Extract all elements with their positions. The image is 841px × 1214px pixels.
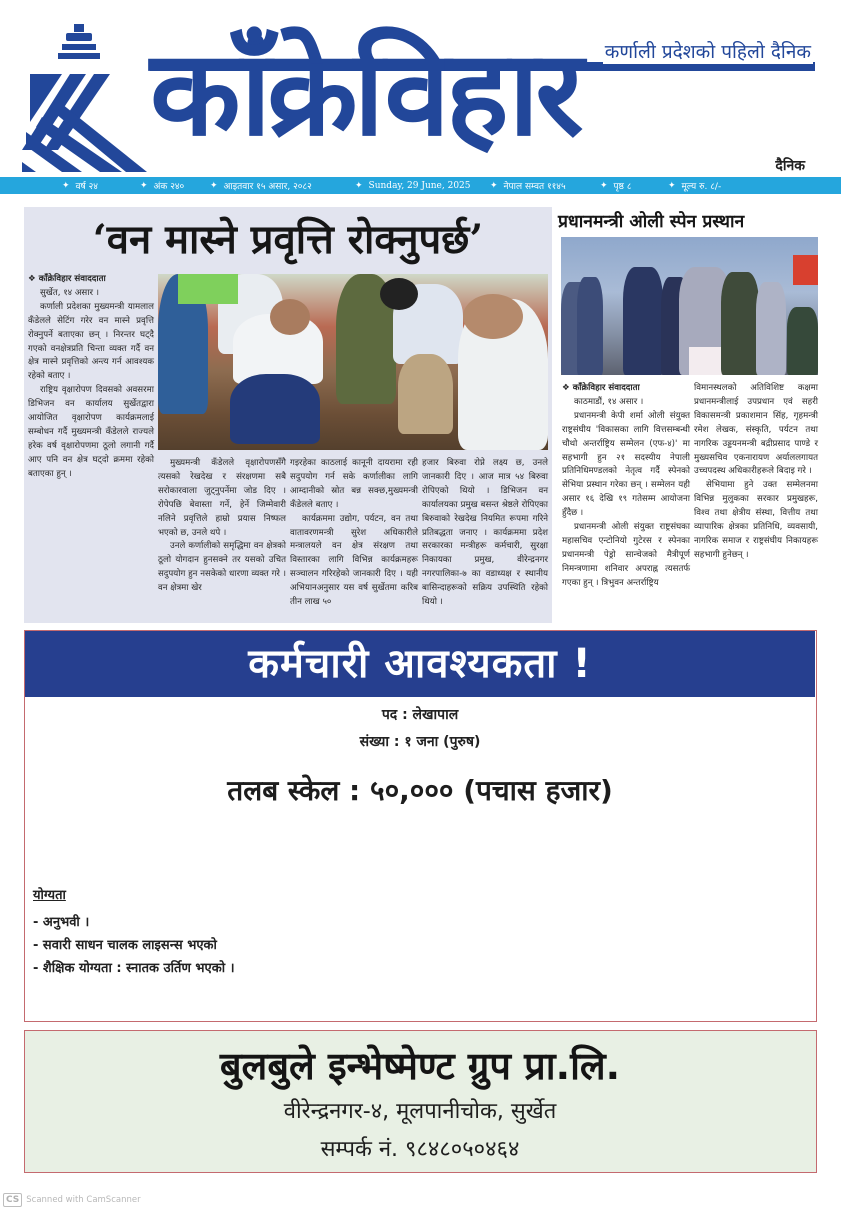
- star-icon: ✦: [490, 180, 498, 191]
- qualification-item: - अनुभवी ।: [33, 915, 90, 930]
- qualification-list: [33, 911, 235, 980]
- daily-label: दैनिक: [775, 158, 805, 174]
- watermark-text: Scanned with CamScanner: [26, 1195, 141, 1205]
- byline: ❖ कांँक्रेविहार संवाददाता: [28, 274, 106, 284]
- article-column-2: मुख्यमन्त्री कँडेलले वृक्षारोपणसँगै त्यसको रेखदेख र संरक्षणमा सबै सरोकारवाला जुट्नुपर्नेमा जोड दिए । रोपेपछि बेवास्ता गर्ने, हेर्ने जिम्मेवारी नलिने प्रवृत्तिले हाम्रो प्रयास निष्फल भएको छ, उनले थपे । उनले कर्णालीको समृद्धिमा वन क्षेत्रको ठूलो योगदान हुनसक्ने तर यसको उचित सदुपयोग हुन नसकेको धारणा व्यक्त गरे । वन क्षेत्रमा खेर: [158, 458, 286, 594]
- star-icon: ✦: [140, 180, 148, 191]
- star-icon: ✦: [62, 180, 70, 191]
- info-price: ✦ मूल्य रु. ८/-: [668, 180, 722, 192]
- star-icon: ✦: [210, 180, 218, 191]
- star-icon: ✦: [668, 180, 676, 191]
- ad-salary: तलब स्केल : ५०,००० (पचास हजार): [227, 774, 613, 807]
- company-address: वीरेन्द्रनगर-४, मूलपानीचोक, सुर्खेत: [283, 1099, 557, 1124]
- info-issue: ✦ अंक २४०: [140, 180, 185, 192]
- info-nepali-date: ✦ आइतवार १५ असार, २०८२: [210, 180, 312, 192]
- logo-icon: [22, 22, 162, 172]
- star-icon: ✦: [600, 180, 608, 191]
- byline: ❖ कांँक्रेविहार संवाददाता: [562, 383, 640, 393]
- pm-departure-photo: [561, 237, 818, 375]
- dateline: काठमाडौं, १४ असार ।: [574, 396, 644, 407]
- article-headline: ‘वन मास्ने प्रवृत्ति रोक्नुपर्छ’: [92, 216, 484, 263]
- tree-planting-photo: [158, 274, 548, 450]
- newspaper-title: कांँक्रेविहार: [150, 24, 580, 162]
- article-headline: प्रधानमन्त्री ओली स्पेन प्रस्थान: [558, 212, 745, 232]
- company-info: [24, 1030, 817, 1173]
- company-phone: सम्पर्क नं. ९८४८०५०४६४: [320, 1137, 520, 1162]
- article-column-2: विमानस्थलको अतिविशिष्ट कक्षमा प्रधानमन्त्रीलाई उपप्रधान एवं सहरी विकासमन्त्री प्रकाशमान सिंह, गृहमन्त्री रमेश लेखक, संस्कृति, पर्यटन तथा नागरिक उड्डयनमन्त्री बद्रीप्रसाद पाण्डे र मुख्यसचिव एकनारायण अर्याललगायत उच्चपदस्थ अधिकारीहरूले बिदाइ गरे । सेभियामा हुने उक्त सम्मेलनमा विभिन्न मुलुकका सरकार प्रमुखहरू, विश्व तथा क्षेत्रीय संस्था, वित्तीय तथा व्यापारिक क्षेत्रका प्रतिनिधि, व्यवसायी, नागरिक समाज र राष्ट्रसंघीय निकायहरू सहभागी हुनेछन् ।: [694, 383, 818, 560]
- info-volume: ✦ वर्ष २४: [62, 180, 98, 192]
- ad-banner: कर्मचारी आवश्यकता !: [25, 631, 815, 697]
- article-column-3: गइरहेका काठलाई कानूनी दायरामा रही सदुपयोग गर्न सके कर्णालीका लागि आम्दानीको स्रोत बन्न सक्छ,मुख्यमन्त्री कँडेलले बताए । कार्यक्रममा उद्योग, पर्यटन, वन तथा वातावरणमन्त्री सुरेश अधिकारीले मन्त्रालयले वन क्षेत्र संरक्षण तथा विस्तारका लागि विभिन्न कार्यक्रमहरू सञ्चालन गरिरहेको जानकारी दिए । यही अभियानअनुसार यस वर्ष सुर्खेतमा करिब तीन लाख ५०: [290, 458, 418, 608]
- qualification-title: योग्यता: [33, 888, 66, 903]
- info-nepal-sambat: ✦ नेपाल सम्वत ११४५: [490, 180, 566, 192]
- company-name: बुलबुले इन्भेष्मेण्ट ग्रुप प्रा.लि.: [219, 1044, 621, 1088]
- article-pm-departure: [558, 207, 820, 623]
- article-column-1: ❖ कांँक्रेविहार संवाददाता सुर्खेत, १४ असार । कर्णाली प्रदेशका मुख्यमन्त्री यामलाल कँडेलले सेटिंग गरेर वन मास्ने प्रवृत्ति रोक्नुपर्ने बताएका छन् । निरन्तर घट्दै गएको वनक्षेत्रप्रति चिन्ता व्यक्त गर्दै वन क्षेत्र मास्ने प्रवृत्तिको अन्त्य गर्न आवश्यक रहेको बताए । राष्ट्रिय वृक्षारोपण दिवसको अवसरमा डिभिजन वन कार्यालय सुर्खेतद्वारा आयोजित वृक्षारोपण कार्यक्रमलाई सम्बोधन गर्दै मुख्यमन्त्री कँडेलले राज्यले हरेक वर्ष वृक्षारोपणमा ठूलो लगानी गर्दै आए पनि वन क्षेत्र घट्दो क्रममा रहेको बताएका हुन् ।: [28, 274, 154, 479]
- qualification-item: - शैक्षिक योग्यता : स्नातक उर्तिण भएको ।: [33, 961, 235, 976]
- tagline: कर्णाली प्रदेशको पहिलो दैनिक: [604, 41, 811, 63]
- qualification-item: - सवारी साधन चालक लाइसन्स भएको: [33, 938, 217, 953]
- ad-post: पद : लेखापाल: [381, 707, 459, 723]
- article-column-4: हजार बिरुवा रोप्ने लक्ष्य छ, उनले जानकारी दिए । आज मात्र ५४ बिरुवा रोपिएको थियो । डिभिजन वन कार्यालयका प्रमुख बसन्त श्रेष्ठले रोपिएका बिरुवाको रेखदेख नियमित रूपमा गरिने प्रतिबद्धता जनाए । कार्यक्रममा प्रदेश सरकारका मन्त्रीहरू कर्मचारी, सुरक्षा निकायका प्रमुख, वीरेन्द्रनगर नगरपालिका-७ का वडाध्यक्ष र स्थानीय बासिन्दाहरूको सक्रिय उपस्थिति रहेको थियो ।: [422, 458, 548, 608]
- issue-info-strip: [0, 177, 841, 194]
- dateline: सुर्खेत, १४ असार ।: [40, 287, 99, 298]
- info-page: ✦ पृष्ठ ८: [600, 180, 632, 192]
- job-vacancy-ad: [24, 630, 817, 1022]
- ad-count: संख्या : १ जना (पुरुष): [359, 734, 481, 750]
- camscanner-watermark: [3, 1193, 141, 1207]
- star-icon: ✦: [355, 180, 363, 191]
- masthead: [0, 0, 841, 176]
- article-forest: [24, 207, 552, 623]
- info-english-date: ✦ Sunday, 29 June, 2025: [355, 180, 471, 191]
- article-column-1: ❖ कांँक्रेविहार संवाददाता काठमाडौं, १४ असार । प्रधानमन्त्री केपी शर्मा ओली संयुक्त राष्ट्रसंघीय 'विकासका लागि वित्तसम्बन्धी चौथो अन्तर्राष्ट्रिय सम्मेलन (एफ-४)' मा सहभागी हुन २१ सदस्यीय नेपाली प्रतिनिधिमण्डलको नेतृत्व गर्दै स्पेनको सेभिया प्रस्थान गरेका छन् । सम्मेलन यही असार १६ देखि १९ गतेसम्म आयोजना हुँदैछ । प्रधानमन्त्री ओली संयुक्त राष्ट्रसंघका महासचिव एन्टोनियो गुटेरस र स्पेनका प्रधानमन्त्री पेड्रो सान्चेजको मैत्रीपूर्ण निमन्त्रणामा शनिवार अपराह्न त्यसतर्फ गएका हुन् । त्रिभुवन अन्तर्राष्ट्रिय: [562, 383, 690, 588]
- camscanner-logo-icon: CS: [3, 1193, 22, 1207]
